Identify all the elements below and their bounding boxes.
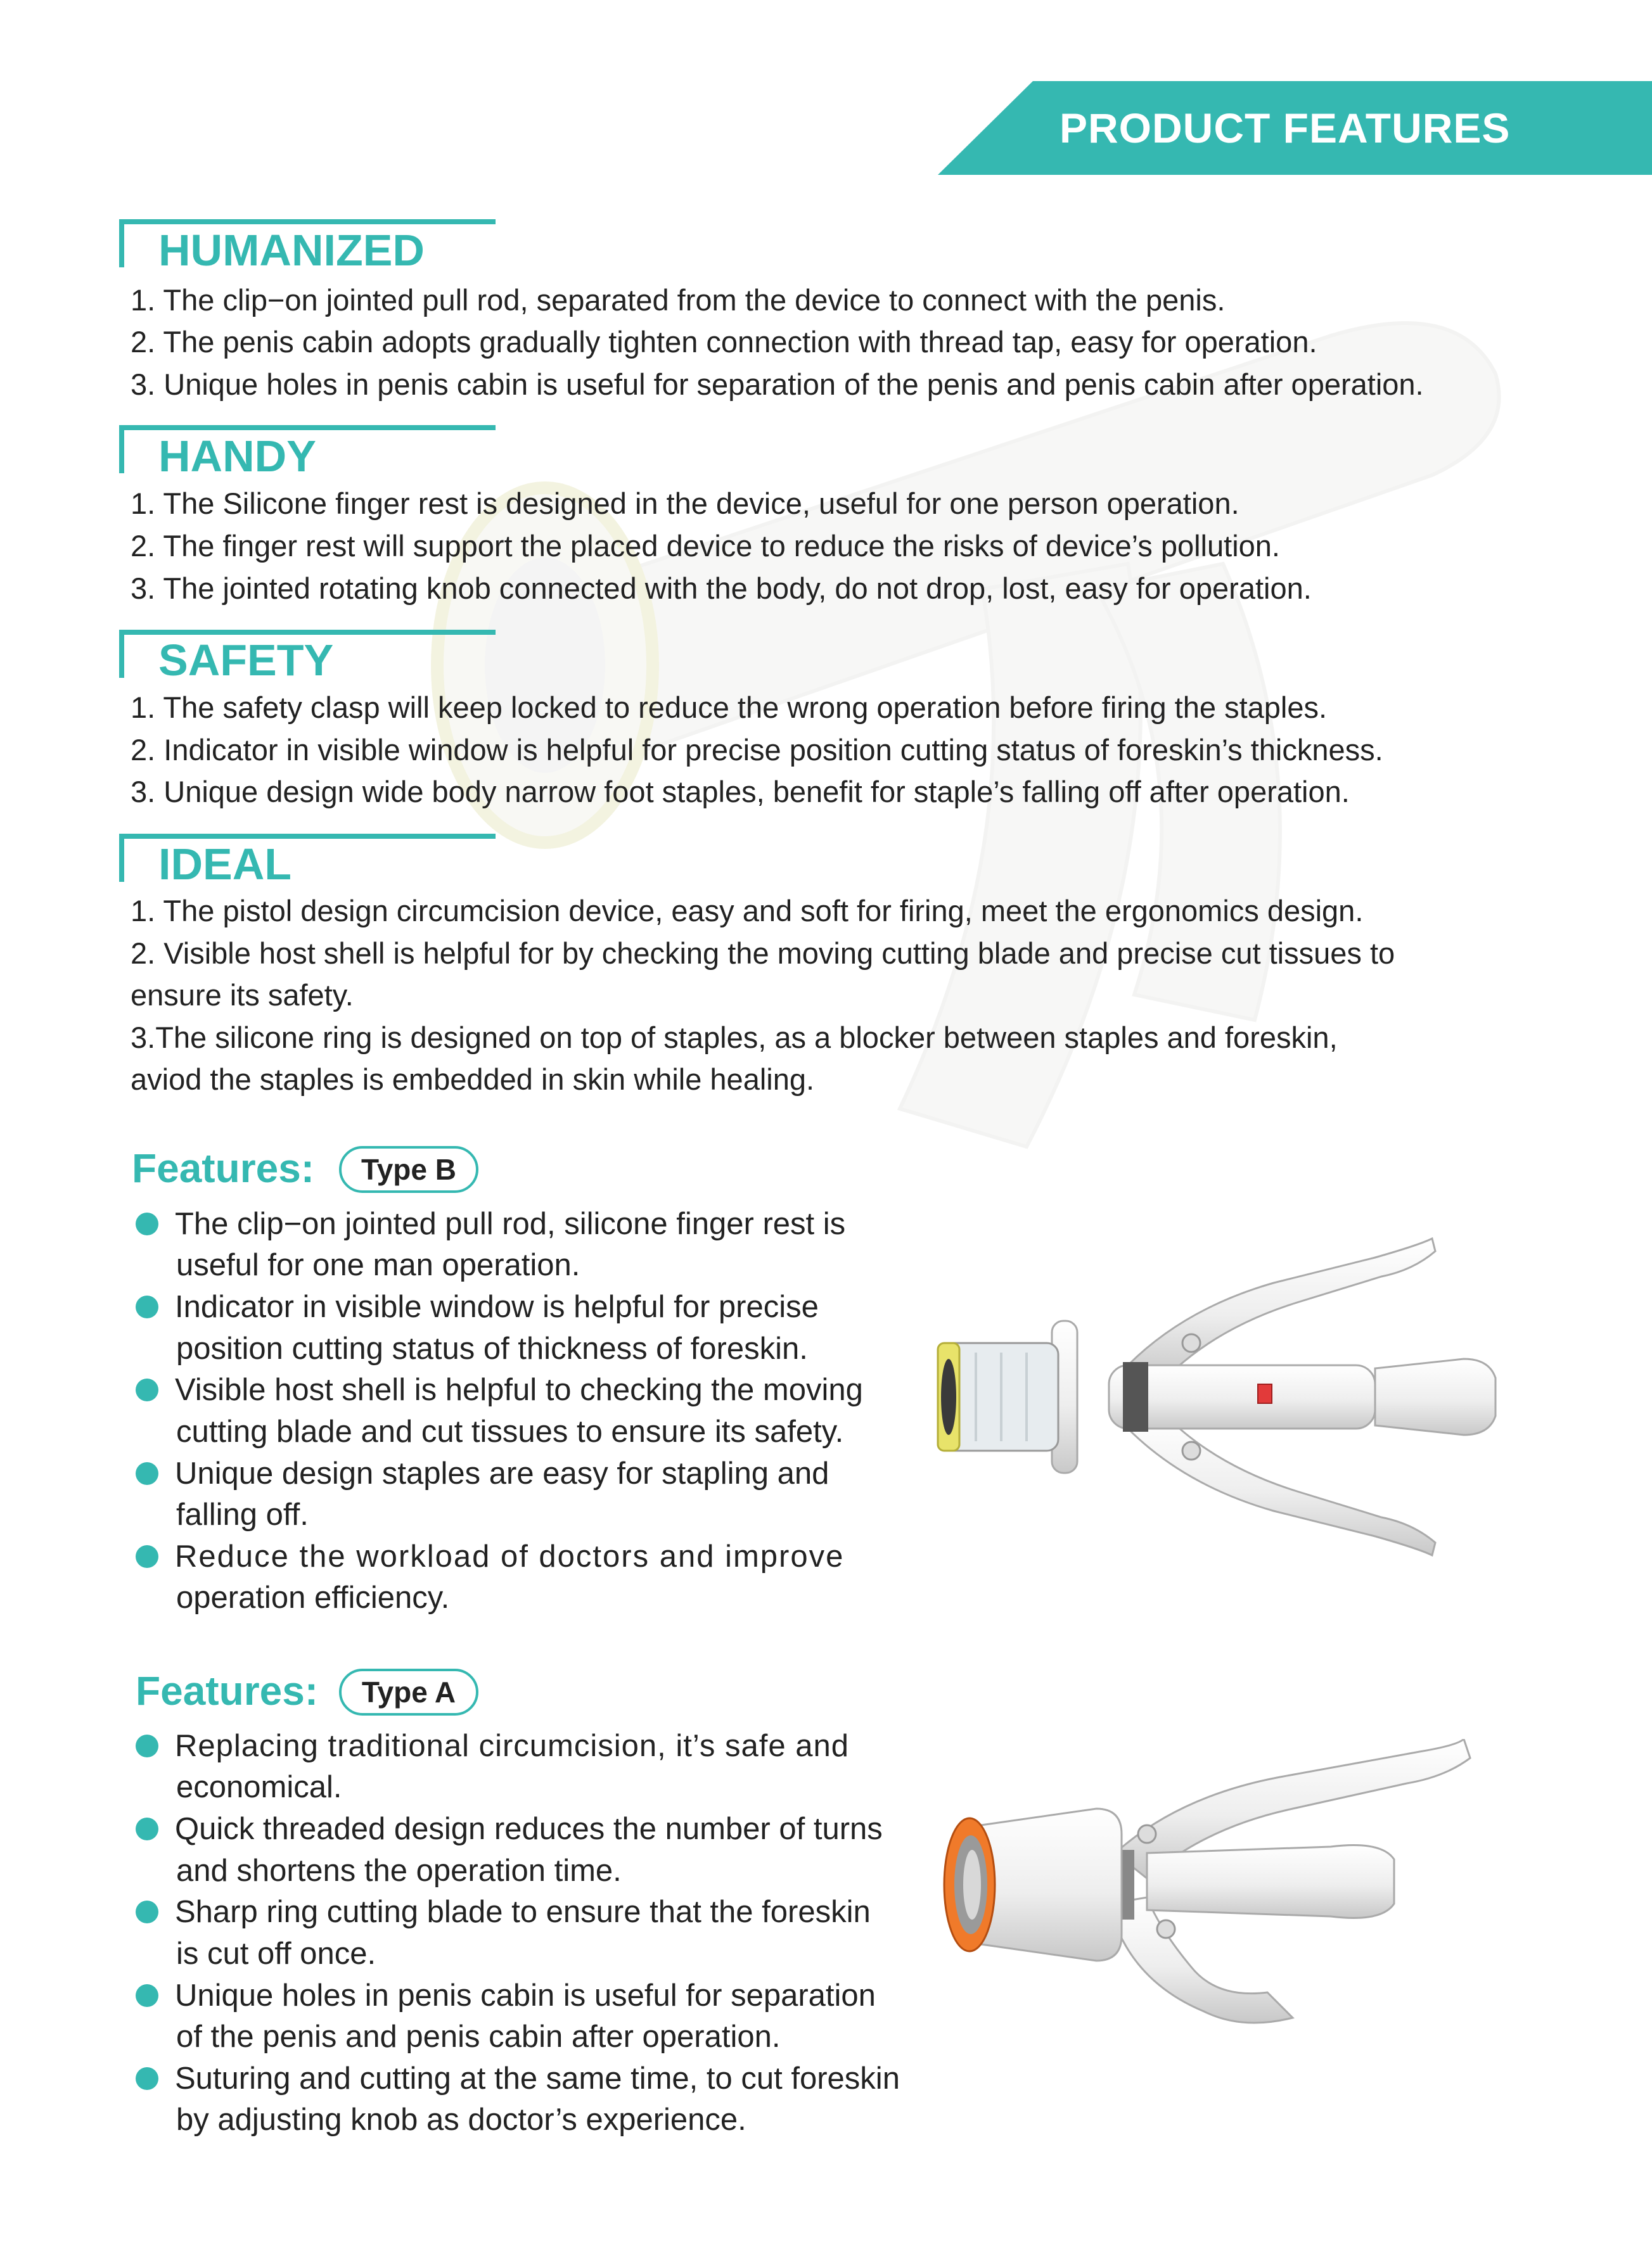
section-line: 1. The Silicone finger rest is designed in the device, useful for one person operation. <box>131 487 1239 520</box>
section-title-humanized: HUMANIZED <box>158 226 425 275</box>
feature-a-item-cont: by adjusting knob as doctor’s experience. <box>176 2103 746 2137</box>
section-title-safety: SAFETY <box>158 635 334 685</box>
section-title-ideal: IDEAL <box>158 839 291 889</box>
feature-a-item: Unique holes in penis cabin is useful for separation <box>175 1978 876 2013</box>
feature-a-item-cont: is cut off once. <box>176 1937 376 1971</box>
bullet-icon <box>136 1462 158 1485</box>
bullet-icon <box>136 1296 158 1318</box>
features-a-title: Features: <box>136 1668 319 1714</box>
feature-b-item: Indicator in visible window is helpful for precise <box>175 1290 819 1324</box>
feature-a-item: Suturing and cutting at the same time, to cut foreskin <box>175 2061 900 2096</box>
feature-a-item: Replacing traditional circumcision, it’s safe and <box>175 1729 849 1763</box>
features-b-title: Features: <box>132 1145 315 1191</box>
feature-a-item-cont: economical. <box>176 1770 342 1804</box>
feature-a-item-cont: of the penis and penis cabin after operation. <box>176 2020 781 2054</box>
feature-a-item: Sharp ring cutting blade to ensure that the foreskin <box>175 1895 871 1929</box>
section-line: 1. The clip−on jointed pull rod, separated from the device to connect with the penis. <box>131 283 1226 317</box>
bullet-icon <box>136 1545 158 1568</box>
bullet-icon <box>136 1379 158 1401</box>
section-line: 1. The safety clasp will keep locked to reduce the wrong operation before firing the staples. <box>131 691 1328 724</box>
section-line: 2. The penis cabin adopts gradually tighten connection with thread tap, easy for operation. <box>131 325 1317 359</box>
feature-b-item-cont: falling off. <box>176 1498 309 1532</box>
feature-b-item: Visible host shell is helpful to checking the moving <box>175 1373 863 1407</box>
section-line: 2. Visible host shell is helpful for by checking the moving cutting blade and precise cut tissues to <box>131 936 1395 970</box>
feature-b-item: Unique design staples are easy for stapling and <box>175 1456 829 1491</box>
feature-b-item: Reduce the workload of doctors and improve <box>175 1539 845 1574</box>
section-line: 2. Indicator in visible window is helpful for precise position cutting status of foreskin’s thickness. <box>131 733 1383 767</box>
bullet-icon <box>136 1818 158 1840</box>
type-b-device-image <box>919 1232 1527 1562</box>
bullet-icon <box>136 1735 158 1757</box>
section-line: 2. The finger rest will support the placed device to reduce the risks of device’s pollution. <box>131 529 1280 563</box>
section-line: 3.The silicone ring is designed on top of staples, as a blocker between staples and foreskin, <box>131 1021 1338 1054</box>
section-line: 3. The jointed rotating knob connected with the body, do not drop, lost, easy for operation. <box>131 571 1312 605</box>
type-a-badge: Type A <box>339 1669 478 1716</box>
type-a-device-image <box>938 1739 1495 2043</box>
type-b-badge: Type B <box>339 1146 478 1193</box>
bullet-icon <box>136 1984 158 2007</box>
feature-b-item-cont: operation efficiency. <box>176 1581 450 1615</box>
section-title-handy: HANDY <box>158 431 316 481</box>
feature-b-item: The clip−on jointed pull rod, silicone finger rest is <box>175 1207 846 1241</box>
header-banner-title: PRODUCT FEATURES <box>1060 105 1511 151</box>
feature-a-item-cont: and shortens the operation time. <box>176 1854 622 1888</box>
section-line: 1. The pistol design circumcision device, easy and soft for firing, meet the ergonomics design. <box>131 894 1364 927</box>
feature-b-item-cont: cutting blade and cut tissues to ensure its safety. <box>176 1415 844 1449</box>
bullet-icon <box>136 1901 158 1923</box>
section-line: aviod the staples is embedded in skin while healing. <box>131 1062 815 1096</box>
section-line: 3. Unique holes in penis cabin is useful for separation of the penis and penis cabin after operation. <box>131 367 1424 401</box>
bullet-icon <box>136 2067 158 2090</box>
section-line: ensure its safety. <box>131 978 354 1012</box>
bullet-icon <box>136 1213 158 1235</box>
feature-b-item-cont: position cutting status of thickness of foreskin. <box>176 1332 808 1366</box>
feature-a-item: Quick threaded design reduces the number of turns <box>175 1812 883 1846</box>
section-line: 3. Unique design wide body narrow foot staples, benefit for staple’s falling off after operation. <box>131 775 1350 808</box>
feature-b-item-cont: useful for one man operation. <box>176 1248 580 1282</box>
